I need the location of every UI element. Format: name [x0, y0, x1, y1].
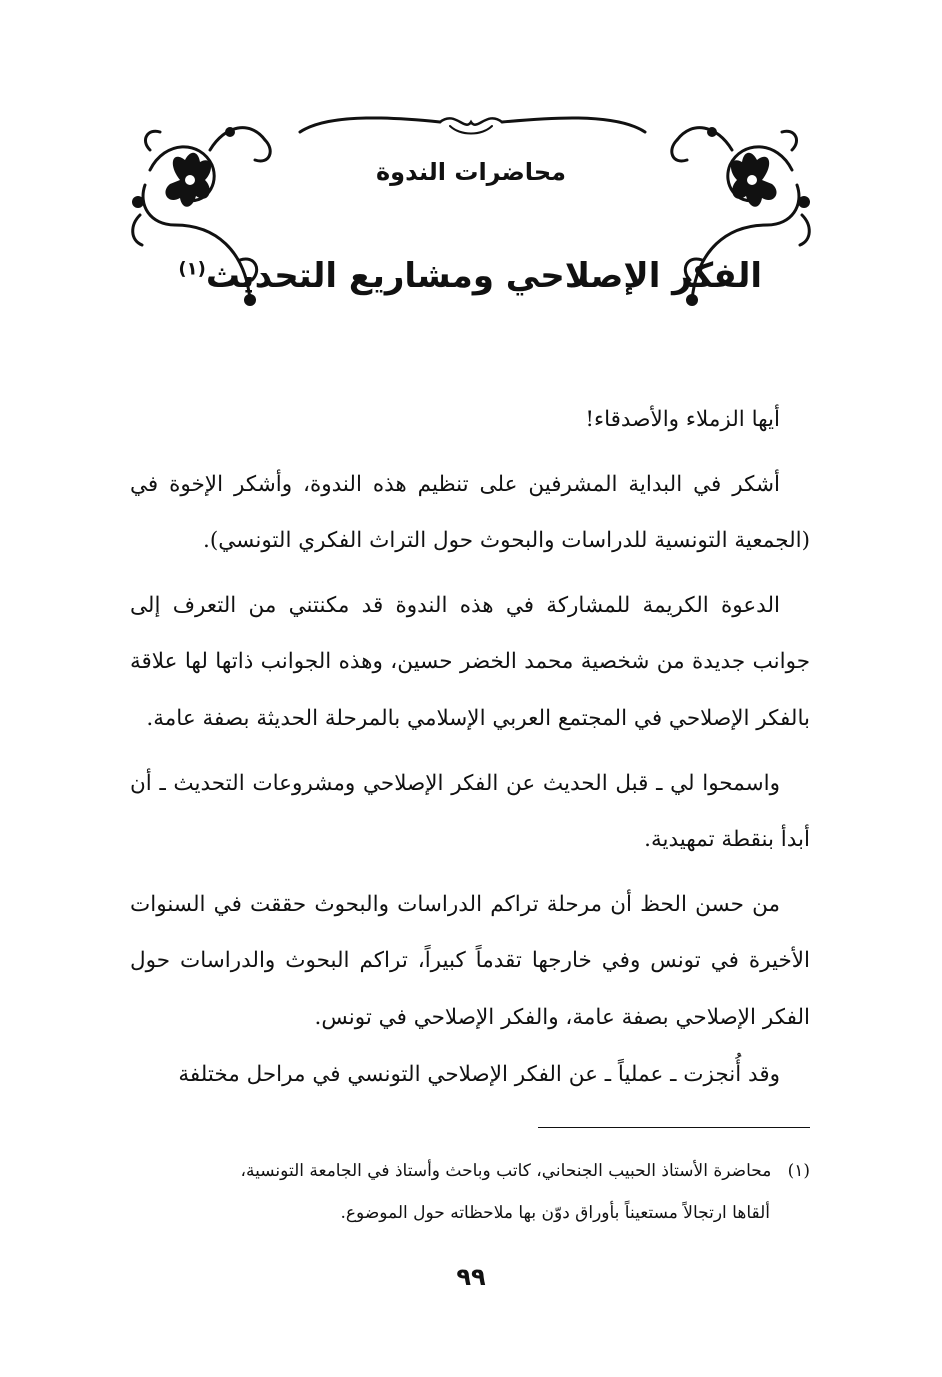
paragraph: من حسن الحظ أن مرحلة تراكم الدراسات والبحوث حققت في السنوات الأخيرة في تونس وفي خارجها تقدماً كبيراً، تراكم البحوث والدراسات حول الفكر الإصلاحي بصفة عامة، والفكر الإصلاحي في تونس. [130, 891, 810, 1030]
paragraph: أشكر في البداية المشرفين على تنظيم هذه الندوة، وأشكر الإخوة في (الجمعية التونسية للدراسات والبحوث حول التراث الفكري التونسي). [130, 471, 810, 554]
footnote-line [130, 1150, 810, 1192]
body-text [130, 392, 810, 1103]
footnote-marker: (١) [787, 1161, 810, 1181]
chapter-title [180, 256, 762, 296]
chapter-title-text: الفكر الإصلاحي ومشاريع التحديث [205, 256, 762, 296]
series-title: محاضرات الندوة [376, 158, 566, 186]
paragraph: الدعوة الكريمة للمشاركة في هذه الندوة قد مكنتني من التعرف إلى جوانب جديدة من شخصية محمد الخضر حسين، وهذه الجوانب ذاتها لها علاقة بالفكر الإصلاحي في المجتمع العربي الإسلامي بالمرحلة الحديثة بصفة عامة. [130, 592, 810, 731]
footnote-text-continued: ألقاها ارتجالاً مستعيناً بأوراق دوّن بها ملاحظاته حول الموضوع. [340, 1203, 770, 1223]
footnote-text: محاضرة الأستاذ الحبيب الجنحاني، كاتب وباحث وأستاذ في الجامعة التونسية، [240, 1161, 772, 1181]
footnote [130, 1150, 810, 1234]
footnote-divider [538, 1127, 810, 1128]
paragraph: وقد أُنجزت ـ عملياً ـ عن الفكر الإصلاحي التونسي في مراحل مختلفة [178, 1061, 780, 1087]
paragraph: واسمحوا لي ـ قبل الحديث عن الفكر الإصلاحي ومشروعات التحديث ـ أن أبدأ بنقطة تمهيدية. [130, 770, 810, 853]
footnote-reference: (١) [178, 258, 206, 280]
paragraph: أيها الزملاء والأصدقاء! [585, 407, 780, 432]
page-number: ٩٩ [456, 1263, 486, 1291]
